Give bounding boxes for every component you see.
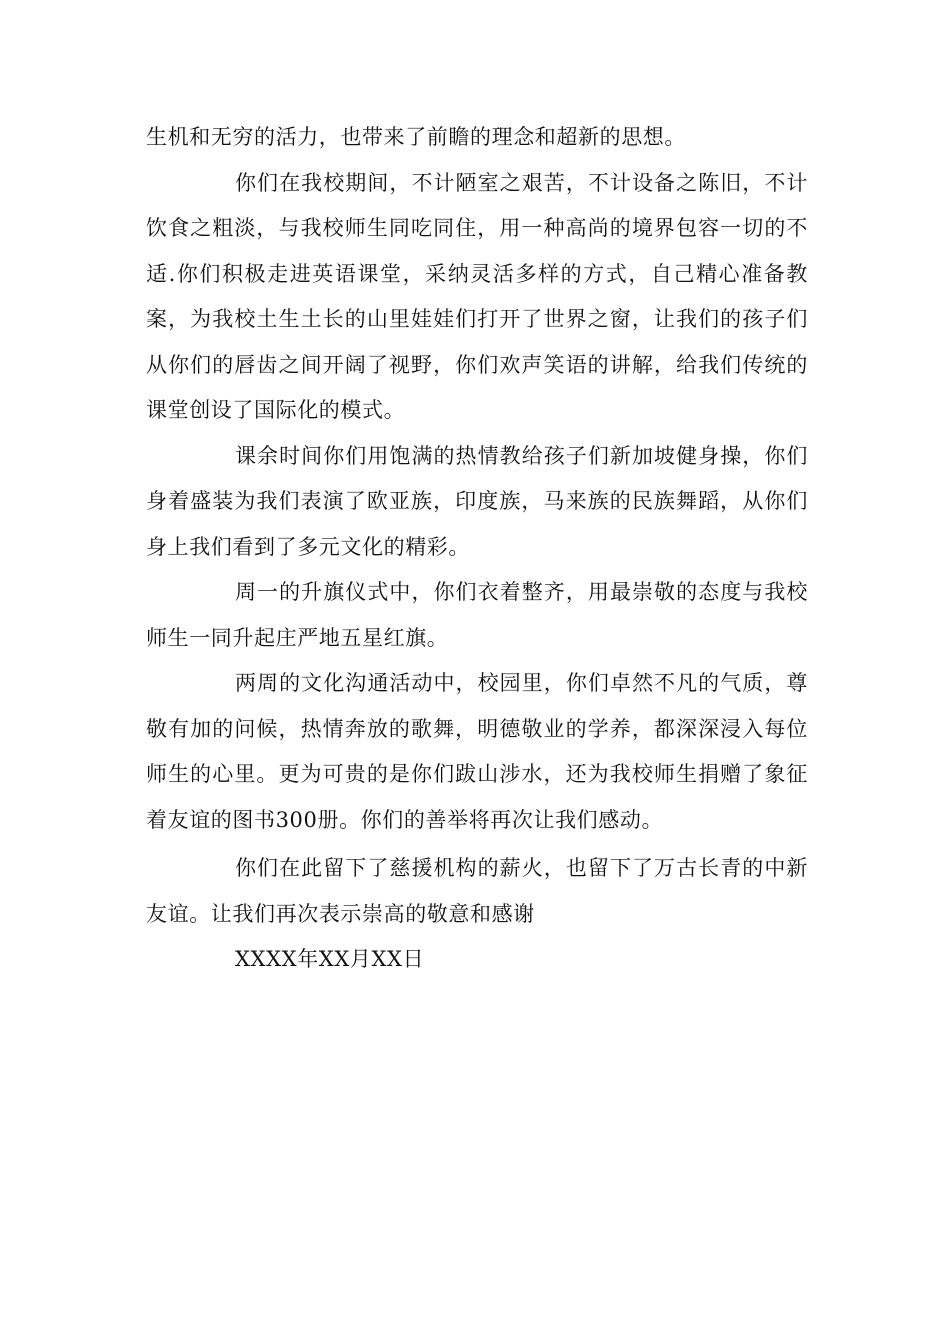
paragraph-stay-period: 你们在我校期间，不计陋室之艰苦，不计设备之陈旧，不计饮食之粗淡，与我校师生同吃同住，用一种高尚的境界包容一切的不适.你们积极走进英语课堂，采纳灵活多样的方式，自己精心准备教案，为我校土生土长的山里娃娃们打开了世界之窗，让我们的孩子们从你们的唇齿之间开阔了视野，你们欢声笑语的讲解，给我们传统的课堂创设了国际化的模式。 (146, 170, 808, 422)
paragraph-after-class: 课余时间你们用饱满的热情教给孩子们新加坡健身操，你们身着盛装为我们表演了欧亚族，印度族，马来族的民族舞蹈，从你们身上我们看到了多元文化的精彩。 (146, 443, 808, 559)
document-page (146, 115, 808, 1004)
paragraph-closing: 你们在此留下了慈援机构的薪火，也留下了万古长青的中新友谊。让我们再次表示崇高的敬意和感谢 (146, 856, 808, 926)
paragraph-continuation: 生机和无穷的活力，也带来了前瞻的理念和超新的思想。 (146, 125, 686, 149)
paragraph-cultural-exchange: 两周的文化沟通活动中，校园里，你们卓然不凡的气质，尊敬有加的问候，热情奔放的歌舞，明德敬业的学养，都深深浸入每位师生的心里。更为可贵的是你们跋山涉水，还为我校师生捐赠了象征着友谊的图书300册。你们的善举将再次让我们感动。 (146, 671, 808, 832)
document-date: XXXX年XX月XX日 (235, 947, 425, 971)
paragraph-flag-ceremony: 周一的升旗仪式中，你们衣着整齐，用最崇敬的态度与我校师生一同升起庄严地五星红旗。 (146, 580, 808, 650)
